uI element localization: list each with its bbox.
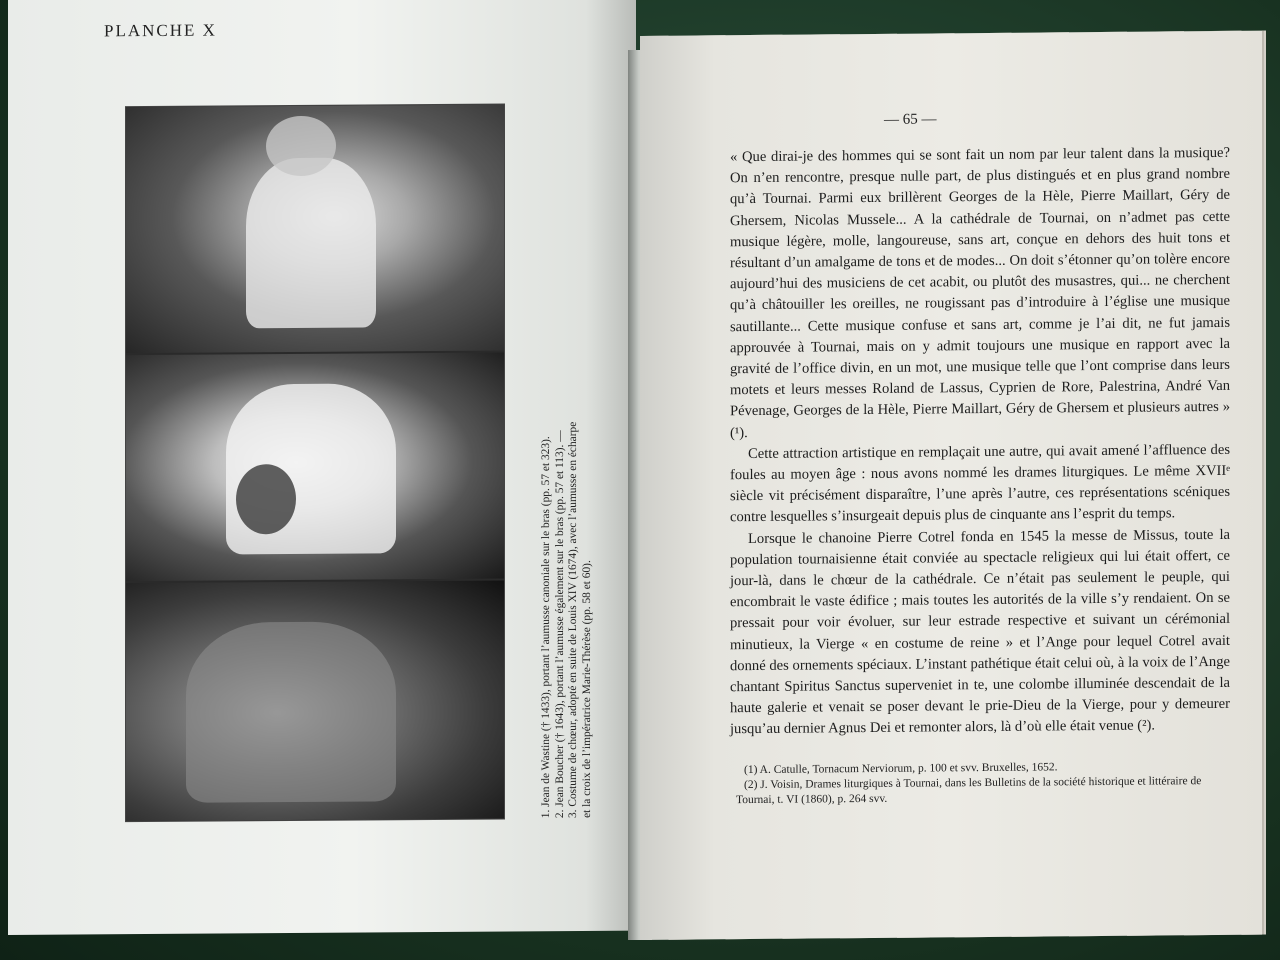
caption-line: 3. Costume de chœur, adopté en suite de Louis XIV (1674), avec l’aumusse en écharpe [567,421,579,819]
plate-caption [540,104,622,819]
caption-line: 1. Jean de Wastine († 1433), portant l’aumusse canoniale sur le bras (pp. 57 et 323). [540,436,552,819]
paragraph: Cette attraction artistique en remplaçait une autre, qui avait amené l’affluence des foules au moyen âge : nous avons nommé les drames liturgiques. Le même XVIIᵉ siècle vit précisément disparaître, l’une après l’autre, ces représentations scéniques contre lesquelles s’insurgeait depuis plus de cinquante ans l’esprit du temps. [730,441,1230,526]
body-text [730,143,1230,741]
photo-panel-choir-costume [126,353,504,582]
paragraph: Lorsque le chanoine Pierre Cotrel fonda en 1545 la messe de Missus, toute la population tournaisienne était conviée au spectacle religieux qui lui était offert, ce jour-là, dans le chœur de la cathédrale. Ce n’était pas seulement le peuple, qui encombrait le vaste édifice ; mais toutes les autorités de la ville s’y rendaient. On se pressait pour voir évoluer, sur leur estrade respective et suivant un cérémonial minutieux, la Vierge « en costume de reine » et l’Ange pour lequel Cotrel avait donné des ornements spéciaux. L’instant pathétique était celui où, à la voix de l’Ange chantant Spiritus Sanctus superveniet in te, une colombe illuminée descendait de la haute galerie et venait se poser devant le prie-Dieu de la Vierge, pour y demeurer jusqu’au dernier Agnus Dei et remonter alors, là d’où elle était venue (²). [730,526,1230,738]
photo-panel-boucher [126,105,504,354]
photo-panel-wastine [126,581,504,822]
footnote: (2) J. Voisin, Drames liturgiques à Tournai, dans les Bulletins de la société historique et littéraire de Tournai, t. VI (1860), p. 264 svv. [736,775,1202,807]
right-page [640,31,1262,940]
caption-line: 2. Jean Boucher († 1643), portant l’aumusse également sur le bras (pp. 57 et 113). — [553,430,566,819]
footnote: (1) A. Catulle, Tornacum Nerviorum, p. 100 et svv. Bruxelles, 1652. [744,761,1058,777]
plate-title: PLANCHE X [104,20,217,41]
plate-photograph [126,105,504,822]
footnotes [736,759,1236,808]
page-number: — 65 — [884,111,937,128]
caption-line: et la croix de l’impératrice Marie-Thérèse (pp. 58 et 60). [580,560,593,819]
paragraph: « Que dirai-je des hommes qui se sont fait un nom par leur talent dans la musique? On n’en rencontre, presque nulle part, de plus distingués et en plus grand nombre qu’à Tournai. Parmi eux brillèrent Georges de la Hèle, Pierre Maillart, Géry de Ghersem, Nicolas Mussele... A la cathédrale de Tournai, on n’admet pas cette musique légère, molle, langoureuse, sans art, conçue en dehors des huit tons et résultant d’un amalgame de tons et de modes... On doit s’étonner qu’on tolère encore aujourd’hui des musiciens de cet acabit, ou plutôt des musastres, qui... ne cherchent qu’à châtouiller les oreilles, ne rougissant pas d’introduire à l’église une musique sautillante... Cette musique confuse et sans art, comme je l’ai dit, ne fut jamais approuvée à Tournai, mais on y admit toujours une musique en rapport avec la gravité de l’office divin, en un mot, une musique telle que l’ont comprise dans leurs motets et leurs messes Roland de Lassus, Cyprien de Rore, Palestrina, André Van Pévenage, Georges de la Hèle, Pierre Maillart, Géry de Ghersem et plusieurs autres » (¹). [730,144,1230,441]
left-page [8,0,636,935]
